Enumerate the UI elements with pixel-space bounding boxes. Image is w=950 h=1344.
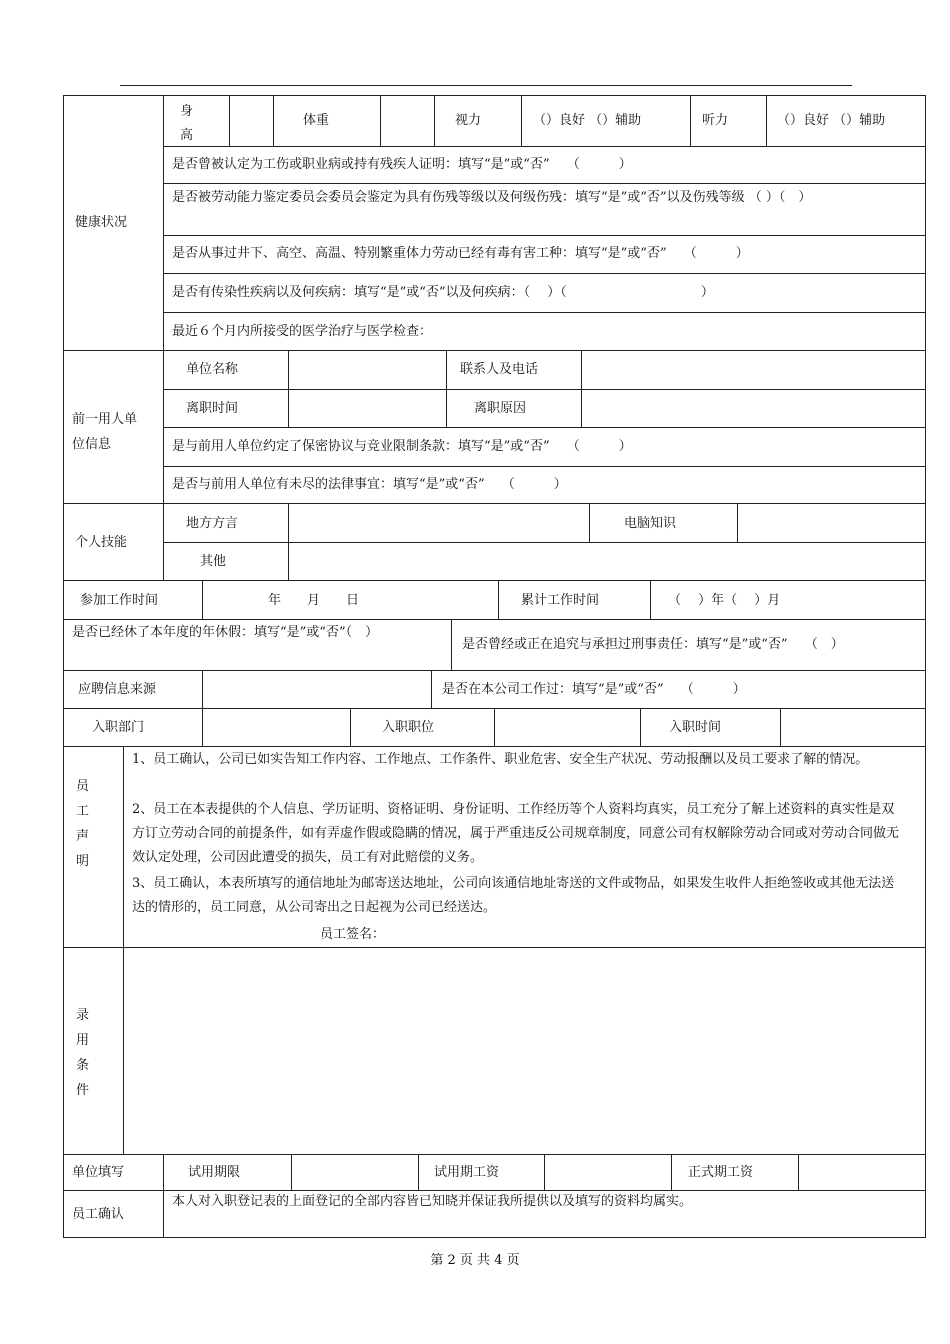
health-section-label: 健康状况 [75, 215, 128, 230]
formal-salary-label: 正式期工资 [688, 1165, 754, 1180]
work-start-label: 参加工作时间 [80, 593, 159, 608]
other-label: 其他 [200, 554, 227, 569]
computer-label: 电脑知识 [624, 516, 677, 531]
q-infectious: 是否有传染性疾病以及何疾病：填写“是”或“否”以及何疾病：（ ）（ ） [172, 285, 714, 300]
leave-time-label: 离职时间 [186, 401, 239, 416]
signature-label: 员工签名： [320, 927, 386, 942]
prev-employer-label: 前一用人单位信息 [72, 412, 138, 452]
confirm-label: 员工确认 [72, 1207, 125, 1222]
q-legal: 是否与前用人单位有未尽的法律事宜：填写“是”或“否” （ ） [172, 477, 567, 492]
page-footer: 第 2 页 共 4 页 [430, 1253, 520, 1268]
q-injury: 是否曾被认定为工伤或职业病或持有残疾人证明：填写“是”或“否” （ ） [172, 157, 632, 172]
weight-label: 体重 [303, 113, 330, 128]
declaration-item-3: 3、员工确认，本表所填写的通信地址为邮寄送达地址，公司向该通信地址寄送的文件或物品，如果发生收件人拒绝签收或其他无法送达的情形的，员工同意，从公司寄出之日起视为公司已经送达。 [132, 876, 895, 915]
q-worked-here: 是否在本公司工作过：填写“是”或“否” （ ） [442, 682, 746, 697]
hiring-label: 录 用 条 件 [76, 1008, 90, 1098]
company-fill-label: 单位填写 [72, 1165, 125, 1180]
hearing-label: 听力 [702, 113, 729, 128]
entry-time-label: 入职时间 [669, 720, 722, 735]
work-start-date[interactable]: 年 月 日 [268, 593, 360, 608]
q-medical: 最近６个月内所接受的医学治疗与医学检查： [172, 324, 433, 339]
hearing-options[interactable]: （）良好 （）辅助 [777, 113, 886, 128]
height-label: 身 高 [180, 104, 194, 143]
declaration-item-1: 1、员工确认，公司已如实告知工作内容、工作地点、工作条件、职业危害、安全生产状况、劳动报酬以及员工要求了解的情况。 [132, 752, 869, 767]
q-annual-leave: 是否已经休了本年度的年休假：填写“是”或“否”（ ） [72, 625, 379, 640]
q-hazard: 是否从事过井下、高空、高温、特别繁重体力劳动已经有毒有害工种：填写“是”或“否” （ ） [172, 246, 749, 261]
q-disability: 是否被劳动能力鉴定委员会委员会鉴定为具有伤残等级以及何级伤残：填写“是”或“否”以及伤残等级 （ ）（ ） [172, 190, 812, 205]
position-label: 入职职位 [382, 720, 435, 735]
leave-reason-label: 离职原因 [474, 401, 527, 416]
total-work-value[interactable]: （ ）年（ ）月 [668, 593, 781, 608]
total-work-label: 累计工作时间 [521, 593, 600, 608]
vision-options[interactable]: （）良好 （）辅助 [533, 113, 642, 128]
contact-label: 联系人及电话 [460, 362, 539, 377]
probation-salary-label: 试用期工资 [434, 1165, 500, 1180]
probation-label: 试用期限 [188, 1165, 241, 1180]
company-name-label: 单位名称 [186, 362, 239, 377]
declaration-item-2: 2、员工在本表提供的个人信息、学历证明、资格证明、身份证明、工作经历等个人资料均真实，员工充分了解上述资料的真实性是双方订立劳动合同的前提条件，如有弄虚作假或隐瞒的情况，属于严重违反公司规章制度，同意公司有权解除劳动合同或对劳动合同做无效认定处理，公司因此遭受的损失，员工有对此赔偿的义务。 [132, 802, 900, 865]
source-label: 应聘信息来源 [78, 682, 157, 697]
hiring-section [63, 947, 926, 1155]
dialect-label: 地方方言 [186, 516, 239, 531]
confirm-text: 本人对入职登记表的上面登记的全部内容皆已知晓并保证我所提供以及填写的资料均属实。 [172, 1194, 693, 1209]
vision-label: 视力 [455, 113, 482, 128]
header-rule [120, 85, 852, 86]
q-noncompete: 是与前用人单位约定了保密协议与竞业限制条款：填写“是”或“否” （ ） [172, 439, 632, 454]
skills-label: 个人技能 [75, 535, 128, 550]
dept-label: 入职部门 [92, 720, 145, 735]
declaration-label: 员 工 声 明 [76, 779, 90, 869]
q-criminal: 是否曾经或正在追究与承担过刑事责任：填写“是”或“否” （ ） [462, 637, 844, 652]
